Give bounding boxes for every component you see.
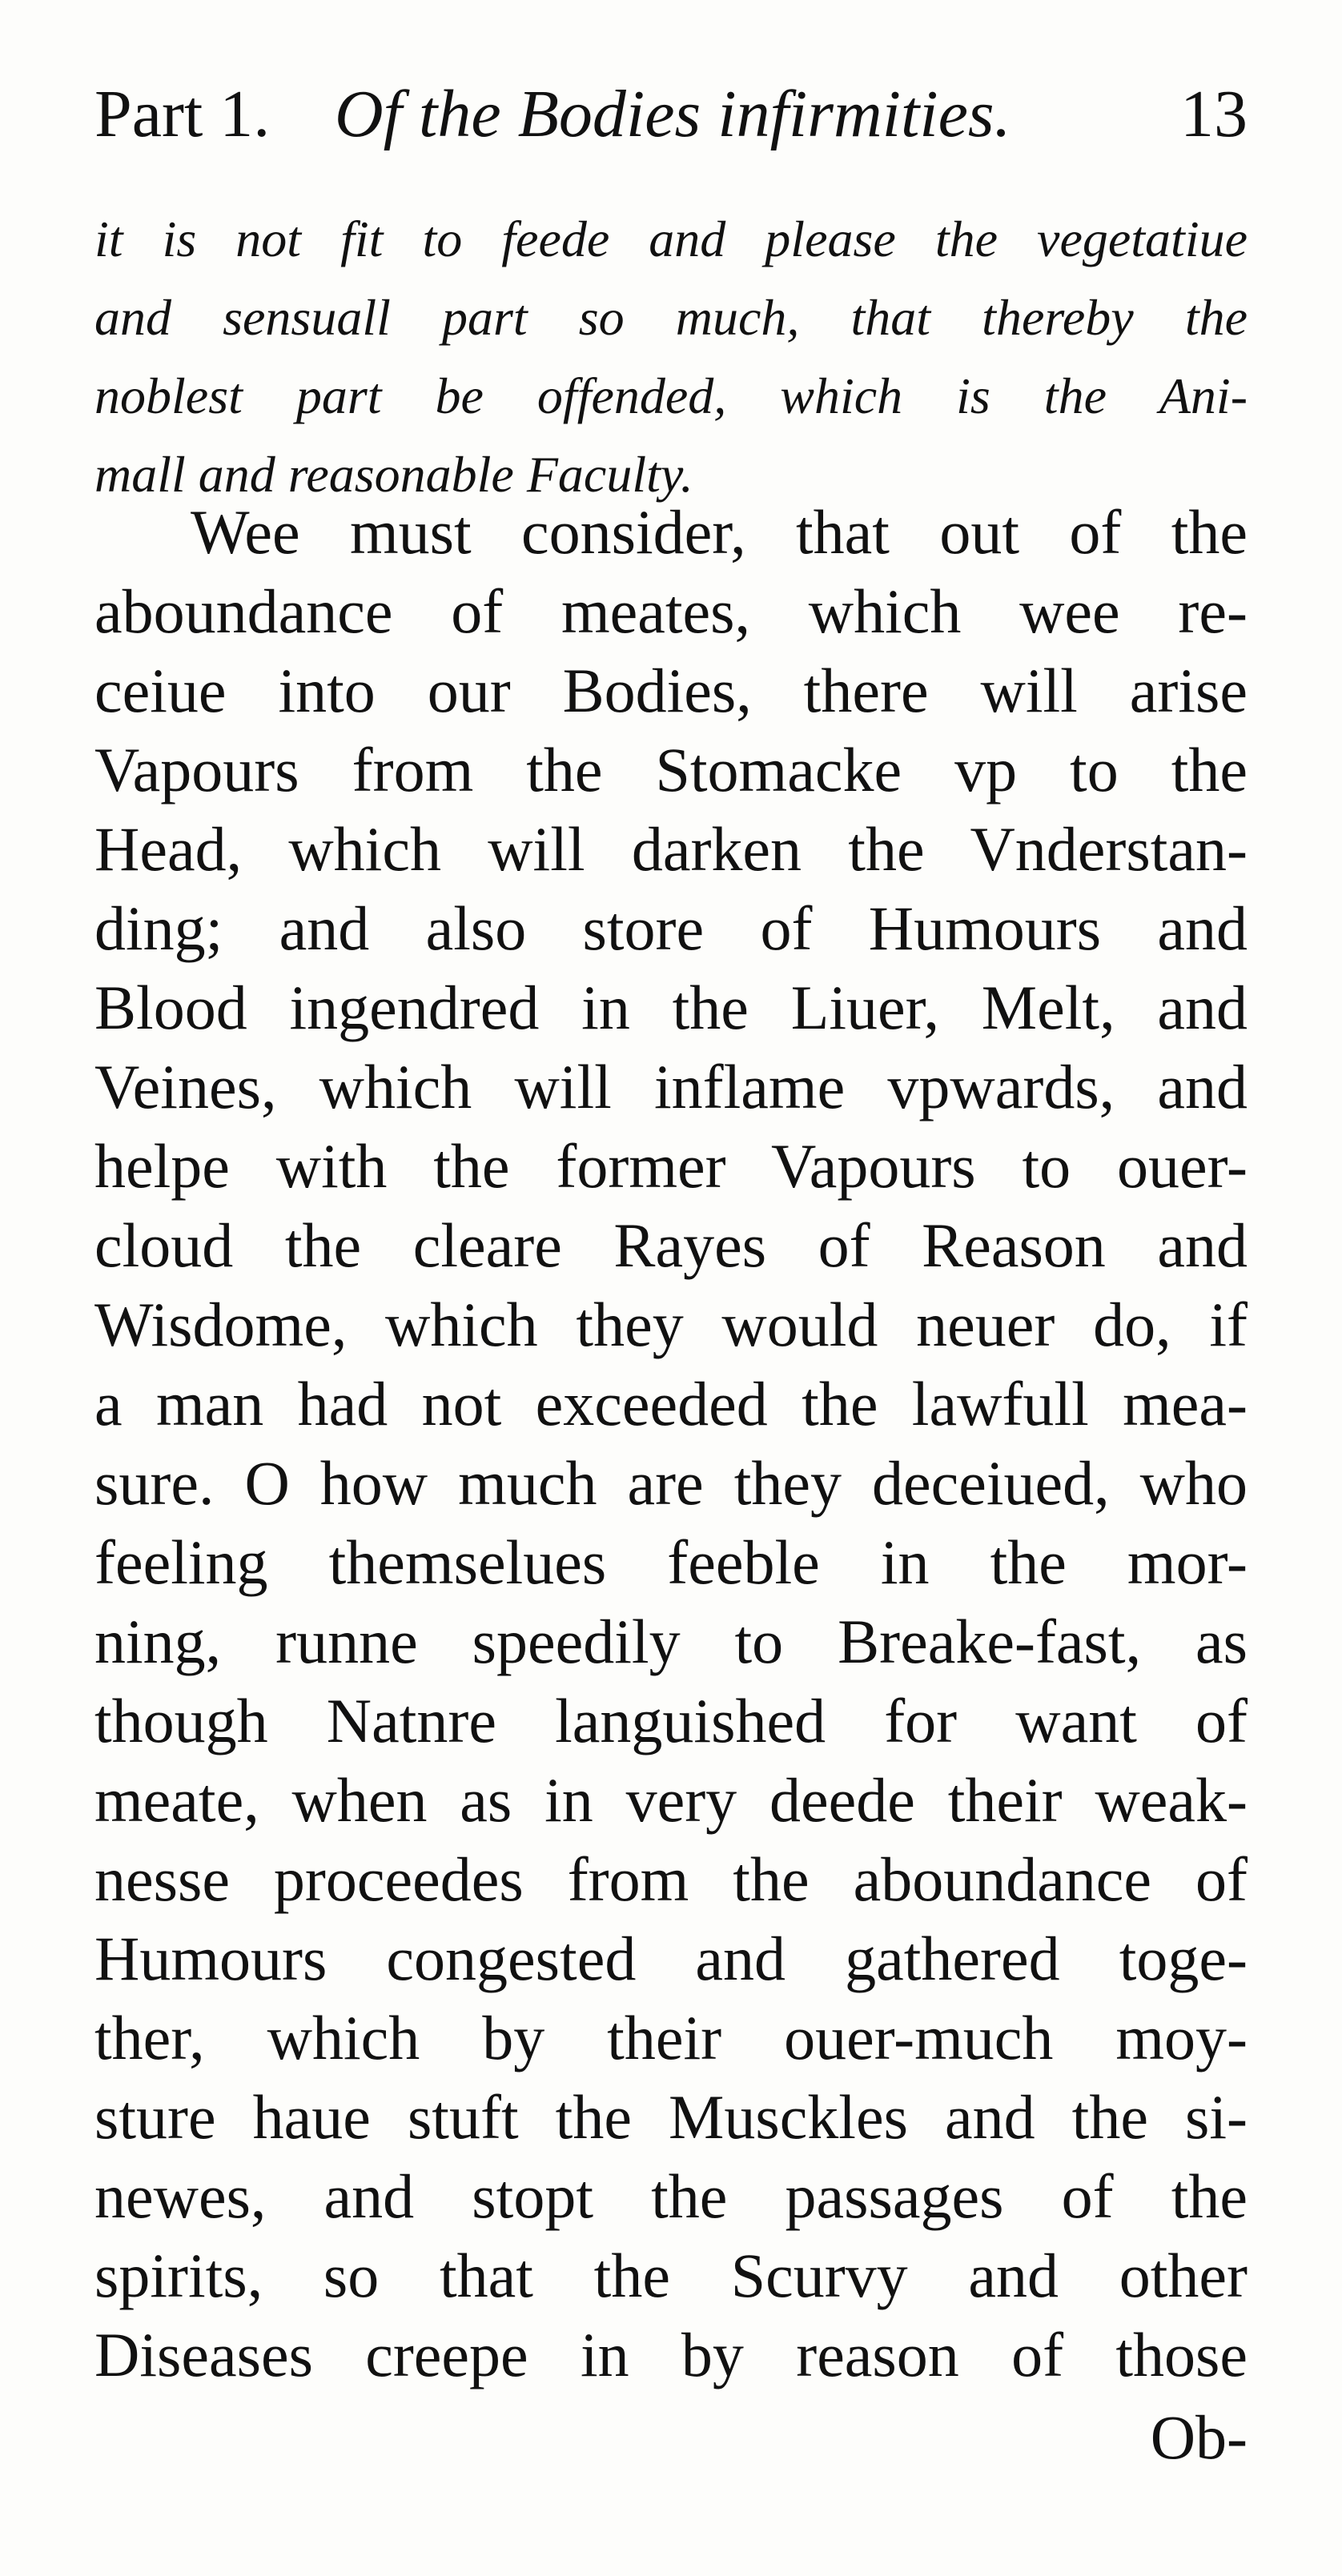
catchword: Ob-: [1150, 2402, 1248, 2472]
text-line: nesse proceedes from the aboundance of: [94, 1844, 1248, 1914]
text-line: sure. O how much are they deceiued, who: [94, 1448, 1248, 1518]
text-line: feeling themselues feeble in the mor-: [94, 1527, 1248, 1597]
text-line: ceiue into our Bodies, there will arise: [94, 656, 1248, 725]
text-line: Humours congested and gathered toge-: [94, 1924, 1248, 1993]
text-line: Wisdome, which they would neuer do, if: [94, 1290, 1248, 1359]
text-line: ther, which by their ouer-much moy-: [94, 2003, 1248, 2072]
text-line: helpe with the former Vapours to ouer-: [94, 1131, 1248, 1201]
running-header: [94, 62, 1248, 167]
text-line: aboundance of meates, which wee re-: [94, 576, 1248, 646]
page-number: 13: [1180, 77, 1248, 151]
text-line: though Natnre languished for want of: [94, 1686, 1248, 1755]
text-line: Vapours from the Stomacke vp to the: [94, 735, 1248, 804]
text-line: sture haue stuft the Musckles and the si-: [94, 2082, 1248, 2152]
text-line: noblest part be offended, which is the Ani-: [94, 367, 1248, 424]
text-line: Blood ingendred in the Liuer, Melt, and: [94, 973, 1248, 1042]
text-line: ding; and also store of Humours and: [94, 893, 1248, 963]
text-line: spirits, so that the Scurvy and other: [94, 2241, 1248, 2310]
text-line: newes, and stopt the passages of the: [94, 2161, 1248, 2231]
text-line: Head, which will darken the Vnderstan-: [94, 814, 1248, 884]
running-title: Of the Bodies infirmities.: [335, 77, 1011, 151]
text-line: ning, runne speedily to Breake-fast, as: [94, 1607, 1248, 1676]
text-line: it is not fit to feede and please the vegetatiue: [94, 211, 1248, 267]
body-paragraph: [94, 492, 1248, 2394]
text-line: Veines, which will inflame vpwards, and: [94, 1052, 1248, 1121]
text-line: cloud the cleare Rayes of Reason and: [94, 1210, 1248, 1280]
text-line: Wee must consider, that out of the: [191, 497, 1248, 567]
text-line: and sensuall part so much, that thereby the: [94, 289, 1248, 346]
part-label: Part 1.: [94, 77, 271, 151]
text-line: a man had not exceeded the lawfull mea-: [94, 1369, 1248, 1438]
text-line: meate, when as in very deede their weak-: [94, 1765, 1248, 1835]
text-line: mall and reasonable Faculty.: [94, 446, 693, 503]
italic-paragraph: [94, 200, 1248, 514]
text-line: Diseases creepe in by reason of those: [94, 2320, 1248, 2389]
